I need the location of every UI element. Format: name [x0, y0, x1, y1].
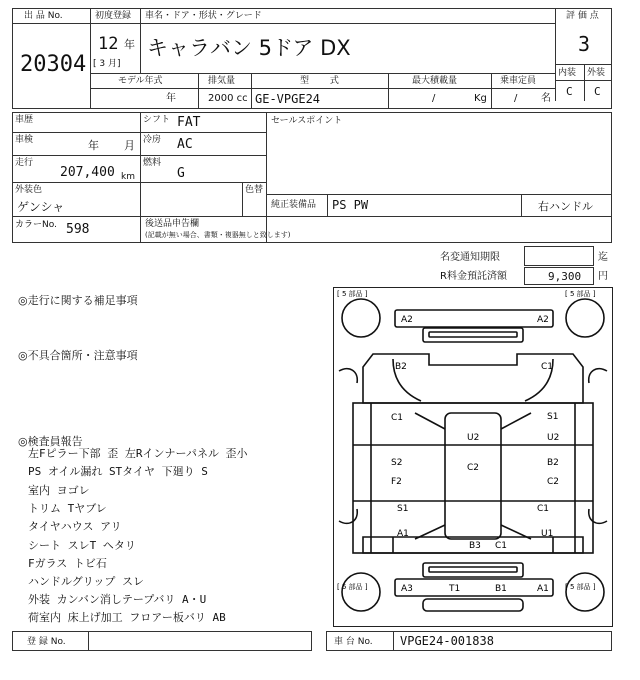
damage-code: U1: [541, 529, 554, 539]
mileage-label: 走行: [15, 158, 34, 168]
tire-label-br: [ 5 部品 ]: [565, 583, 596, 591]
damage-code: C2: [547, 477, 560, 487]
damage-code: S2: [391, 458, 403, 468]
vehicle-damage-diagram: [333, 287, 613, 627]
capacity-slash: /: [514, 93, 518, 104]
history-label: 車歴: [15, 115, 34, 125]
reg-no-label: 登 録 No.: [27, 637, 66, 647]
displacement-label: 排気量: [208, 76, 236, 86]
damage-code: S1: [547, 412, 559, 422]
type-label: 型 式: [300, 76, 339, 86]
displacement: 2000 cc: [208, 93, 248, 104]
max-load-slash: /: [432, 93, 436, 104]
chassis-no: VPGE24-001838: [400, 634, 494, 648]
damage-code: F2: [391, 477, 402, 487]
capacity-label: 乗車定員: [500, 76, 537, 86]
shift: FAT: [177, 115, 201, 130]
damage-code: T1: [449, 584, 461, 594]
shaken-label: 車検: [15, 135, 34, 145]
car-name-label: 車名・ドア・形状・グレード: [145, 11, 262, 21]
color-no: 598: [66, 222, 90, 237]
shaken-month: 月: [124, 139, 135, 152]
damage-code: C1: [495, 541, 508, 551]
note-line: 荷室内 床上げ加工 フロアー板バリ AB: [28, 611, 226, 624]
grade: 3: [578, 32, 591, 56]
name-change-unit: 迄: [598, 252, 608, 263]
note-line: 左Fピラー下部 歪 左Rインナーパネル 歪小: [28, 447, 248, 460]
first-reg-label: 初度登録: [95, 11, 132, 21]
repaint-label: 色替: [245, 185, 264, 195]
damage-code: C1: [391, 413, 404, 423]
sales-point-label: セールスポイント: [271, 116, 343, 126]
damage-code: A1: [537, 584, 549, 594]
driving-notes-title: ◎走行に関する補足事項: [18, 294, 138, 307]
cooler: AC: [177, 137, 193, 152]
damage-code: B3: [469, 541, 481, 551]
mileage-unit: km: [121, 172, 135, 182]
damage-code: C2: [467, 463, 480, 473]
shaken-year: 年: [88, 139, 99, 152]
fuel-label: 燃料: [143, 158, 162, 168]
tire-label-bl: [ 5 部品 ]: [337, 583, 368, 591]
first-reg-month: [ 3 月]: [93, 59, 121, 69]
model-year-label: モデル年式: [118, 76, 163, 86]
note-line: タイヤハウス アリ: [28, 520, 122, 533]
damage-code: B2: [395, 362, 407, 372]
first-reg-year: 12: [98, 34, 119, 54]
type: GE-VPGE24: [255, 92, 321, 106]
damage-code: S1: [397, 504, 409, 514]
car-name: キャラバン 5ドア DX: [147, 36, 351, 60]
tire-label-tl: [ 5 部品 ]: [337, 290, 368, 298]
model-year-unit: 年: [166, 93, 176, 104]
equipment: PS PW: [332, 198, 369, 212]
max-load-unit: Kg: [474, 93, 487, 104]
damage-code: A2: [401, 315, 413, 325]
recycle-value: 9,300: [548, 270, 582, 283]
defects-title: ◎不具合箇所・注意事項: [18, 349, 138, 362]
note-line: シート スレT ヘタリ: [28, 539, 136, 552]
max-load-label: 最大積載量: [412, 76, 458, 86]
interior-grade: C: [566, 85, 573, 98]
mileage: 207,400: [60, 165, 115, 180]
chassis-label: 車 台 No.: [334, 637, 373, 647]
damage-code: U2: [467, 433, 480, 443]
color-no-label: カラーNo.: [15, 220, 57, 230]
fuel: G: [177, 166, 185, 181]
note-line: ハンドルグリップ スレ: [28, 575, 144, 588]
ext-color-label: 外装色: [15, 185, 43, 195]
name-change-box: [524, 246, 594, 266]
name-change-label: 名変通知期限: [440, 252, 500, 263]
cooler-label: 冷房: [143, 135, 162, 145]
tire-label-tr: [ 5 部品 ]: [565, 290, 596, 298]
shift-label: シフト: [143, 115, 171, 125]
exterior-grade: C: [594, 85, 601, 98]
damage-code: U2: [547, 433, 560, 443]
docs-label: 後送品申告欄: [145, 219, 200, 229]
lot-no: 20304: [20, 52, 87, 77]
note-line: トリム Tヤブレ: [28, 502, 107, 515]
equipment-label: 純正装備品: [271, 200, 317, 210]
capacity-unit: 名: [541, 93, 551, 104]
exterior-label: 外装: [587, 68, 606, 78]
note-line: PS オイル漏れ STタイヤ 下廻り S: [28, 465, 208, 478]
damage-code: A3: [401, 584, 413, 594]
damage-code: B1: [495, 584, 507, 594]
recycle-label: R料金預託済額: [440, 271, 507, 282]
docs-note: (記載が無い場合、書類・複器無しと致します): [145, 231, 291, 239]
note-line: 外装 カンバン消しテープバリ A・U: [28, 593, 207, 606]
note-line: Fガラス トビ石: [28, 557, 107, 570]
recycle-unit: 円: [598, 271, 608, 282]
damage-code: B2: [547, 458, 559, 468]
damage-code: A2: [537, 315, 549, 325]
ext-color: ゲンシャ: [17, 200, 65, 214]
damage-code: C1: [537, 504, 550, 514]
lot-no-label: 出 品 No.: [24, 11, 63, 21]
damage-code: A1: [397, 529, 409, 539]
note-line: 室内 ヨゴレ: [28, 484, 90, 497]
inspector-title: ◎検査員報告: [18, 435, 83, 448]
first-reg-year-unit: 年: [124, 38, 135, 51]
handle: 右ハンドル: [538, 200, 593, 213]
grade-label: 評 価 点: [566, 11, 599, 21]
damage-code: C1: [541, 362, 554, 372]
interior-label: 内装: [558, 68, 577, 78]
